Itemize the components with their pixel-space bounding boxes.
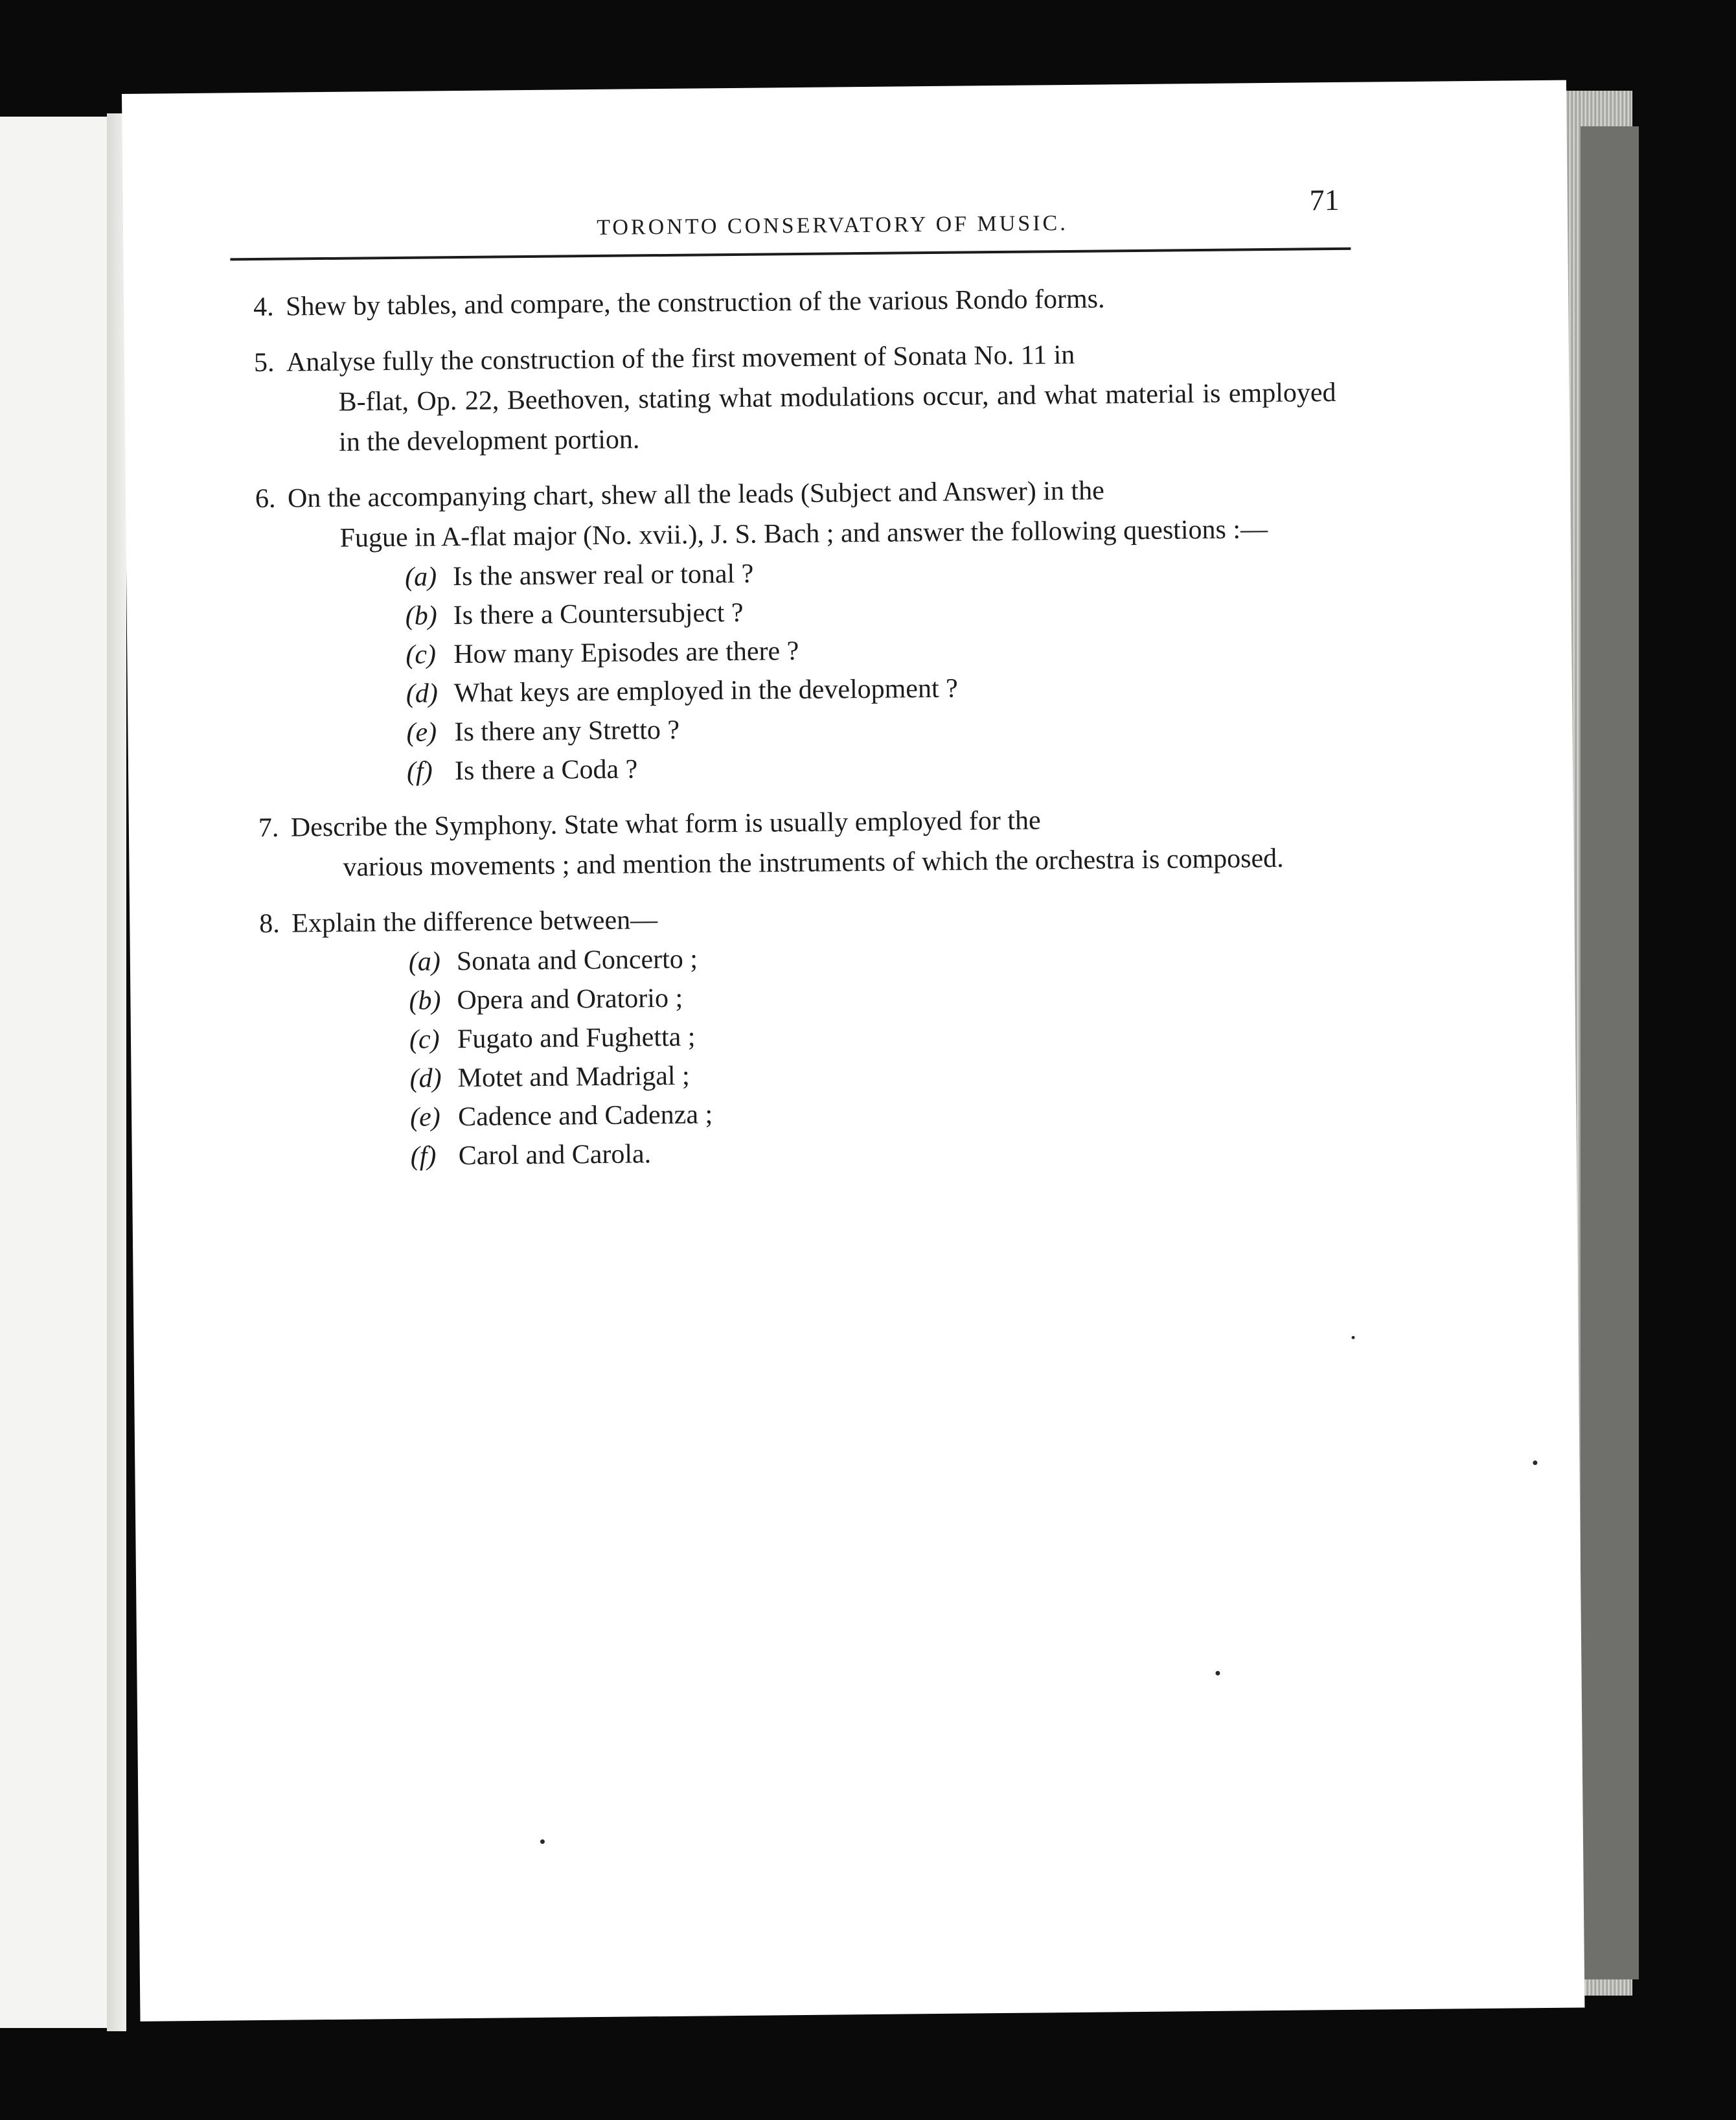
sub-question-label: (d) [405,678,439,709]
paper-speck [1351,1336,1354,1339]
question-text-continued: B-flat, Op. 22, Beethoven, stating what modulations occur, and what material is employed in the development portion. [338,378,1336,457]
book-cover-edge [1581,126,1639,1979]
sub-question-text: Cadence and Cadenza ; [457,1100,713,1133]
sub-question-text: Fugato and Fughetta ; [457,1022,696,1055]
sub-question-label: (e) [406,717,437,748]
sub-question-label: (b) [409,985,441,1016]
sub-question-label: (f) [410,1141,437,1171]
sub-question-label: (e) [409,1102,441,1133]
sub-question-label: (c) [409,1024,440,1055]
sub-question [407,743,1340,791]
question-text: Analyse fully the construction of the first movement of Sonata No. 11 in [286,340,1075,378]
question-item [253,277,1336,327]
question-number: 5. [253,347,275,378]
question-item [259,893,1343,1177]
sub-question-list [288,549,1340,792]
header-rule [230,248,1351,261]
sub-question-label: (f) [406,756,433,787]
question-item [253,332,1337,463]
sub-question-text: Sonata and Concerto ; [456,944,698,977]
question-text: Describe the Symphony. State what form is usually employed for the [290,805,1041,843]
sub-question-text: Carol and Carola. [458,1139,652,1171]
running-head [123,209,1341,245]
facing-page [0,117,111,2028]
sub-question-label: (b) [405,601,437,631]
question-text-continued: Fugue in A-flat major (No. xvii.), J. S. Bach ; and answer the following questions :— [339,514,1268,553]
question-number: 6. [255,483,276,514]
question-number: 4. [253,292,274,323]
question-item [255,468,1340,792]
question-text: Shew by tables, and compare, the construction of the various Rondo forms. [285,284,1105,322]
sub-question-list [292,934,1343,1177]
sub-question-text: Motet and Madrigal ; [457,1061,690,1094]
question-number: 8. [259,908,280,939]
sub-question-text: How many Episodes are there ? [453,636,799,670]
sub-question-label: (d) [409,1063,442,1094]
paper-speck [1215,1671,1220,1676]
sub-question-text: Is there a Countersubject ? [453,597,744,631]
question-text-continued: various movements ; and mention the instruments of which the orchestra is composed. [343,843,1284,882]
page-number: 71 [1309,183,1340,217]
sub-question-text: Is there a Coda ? [454,754,638,787]
sub-question-text: Is the answer real or tonal ? [452,559,754,592]
book-gutter [107,113,126,2031]
sub-question-text: Is there any Stretto ? [454,715,680,748]
sub-question-label: (a) [404,562,437,592]
question-item [258,798,1341,888]
question-text: On the accompanying chart, shew all the leads (Subject and Answer) in the [287,476,1104,514]
sub-question [410,1128,1343,1176]
question-number: 7. [258,812,279,844]
sub-question-label: (c) [405,639,437,670]
paper-speck [1533,1460,1537,1465]
sub-question-label: (a) [408,947,441,977]
sub-question-text: What keys are employed in the development ? [453,673,958,709]
question-list [253,277,1343,1192]
question-text: Explain the difference between— [291,905,658,939]
sub-question-text: Opera and Oratorio ; [457,983,683,1016]
paper-speck [540,1839,545,1844]
running-title: TORONTO CONSERVATORY OF MUSIC. [597,211,1068,240]
book-page [122,80,1584,2022]
